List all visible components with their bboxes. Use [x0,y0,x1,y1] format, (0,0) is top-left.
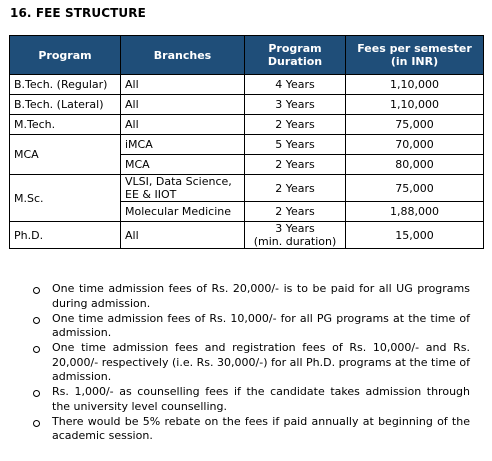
table-row [10,135,484,155]
header-fees-line1: Fees per semester [357,42,472,55]
cell-fees: 1,10,000 [346,75,484,95]
cell-duration-line2: (min. duration) [253,235,337,248]
cell-fees: 1,88,000 [346,202,484,222]
header-fees [346,36,484,75]
cell-duration: 2 Years [245,155,346,175]
list-item [30,312,470,341]
list-item [30,385,470,414]
header-duration-line1: Program [268,42,322,55]
table-row [10,222,484,249]
cell-branch-line2: EE & IIOT [125,188,177,201]
cell-branch: Molecular Medicine [121,202,245,222]
cell-program: B.Tech. (Regular) [10,75,121,95]
cell-duration: 2 Years [245,202,346,222]
circle-bullet-icon [33,420,40,427]
note-text: One time admission fees of Rs. 20,000/- is to be paid for all UG programs during admission. [52,282,470,310]
circle-bullet-icon [33,287,40,294]
cell-program: MCA [10,135,121,175]
cell-fees: 70,000 [346,135,484,155]
header-program: Program [10,36,121,75]
cell-duration: 3 Years [245,95,346,115]
circle-bullet-icon [33,346,40,353]
table-header-row [10,36,484,75]
cell-duration-line1: 3 Years [275,222,315,235]
header-fees-line2: (in INR) [390,55,439,68]
cell-fees: 75,000 [346,175,484,202]
circle-bullet-icon [33,317,40,324]
list-item [30,282,470,311]
cell-duration: 2 Years [245,175,346,202]
cell-program: Ph.D. [10,222,121,249]
header-duration [245,36,346,75]
cell-branch-line1: VLSI, Data Science, [125,175,232,188]
cell-branch [121,175,245,202]
cell-fees: 80,000 [346,155,484,175]
table-row [10,95,484,115]
cell-branch: All [121,115,245,135]
fee-notes-list [30,282,470,444]
table-row [10,175,484,202]
cell-program: M.Tech. [10,115,121,135]
header-branches: Branches [121,36,245,75]
list-item [30,415,470,444]
cell-fees: 75,000 [346,115,484,135]
circle-bullet-icon [33,390,40,397]
cell-branch: iMCA [121,135,245,155]
note-text: There would be 5% rebate on the fees if paid annually at beginning of the academic session. [52,414,470,442]
note-text: One time admission fees of Rs. 10,000/- for all PG programs at the time of admission. [52,311,470,339]
cell-fees: 1,10,000 [346,95,484,115]
cell-duration: 5 Years [245,135,346,155]
cell-duration [245,222,346,249]
cell-branch: All [121,75,245,95]
cell-branch: MCA [121,155,245,175]
cell-fees: 15,000 [346,222,484,249]
cell-duration: 2 Years [245,115,346,135]
table-row [10,75,484,95]
cell-branch: All [121,222,245,249]
cell-program: B.Tech. (Lateral) [10,95,121,115]
header-duration-line2: Duration [267,55,323,68]
fee-structure-table [9,35,484,249]
note-text: One time admission fees and registration fees of Rs. 10,000/- and Rs. 20,000/- respectively (i.e. Rs. 30,000/-) for all Ph.D. programs at the time of admission. [52,341,470,383]
cell-program: M.Sc. [10,175,121,222]
section-title: 16. FEE STRUCTURE [10,6,146,20]
cell-branch: All [121,95,245,115]
note-text: Rs. 1,000/- as counselling fees if the candidate takes admission through the university level counselling. [52,385,470,413]
cell-duration: 4 Years [245,75,346,95]
list-item [30,341,470,385]
table-row [10,115,484,135]
